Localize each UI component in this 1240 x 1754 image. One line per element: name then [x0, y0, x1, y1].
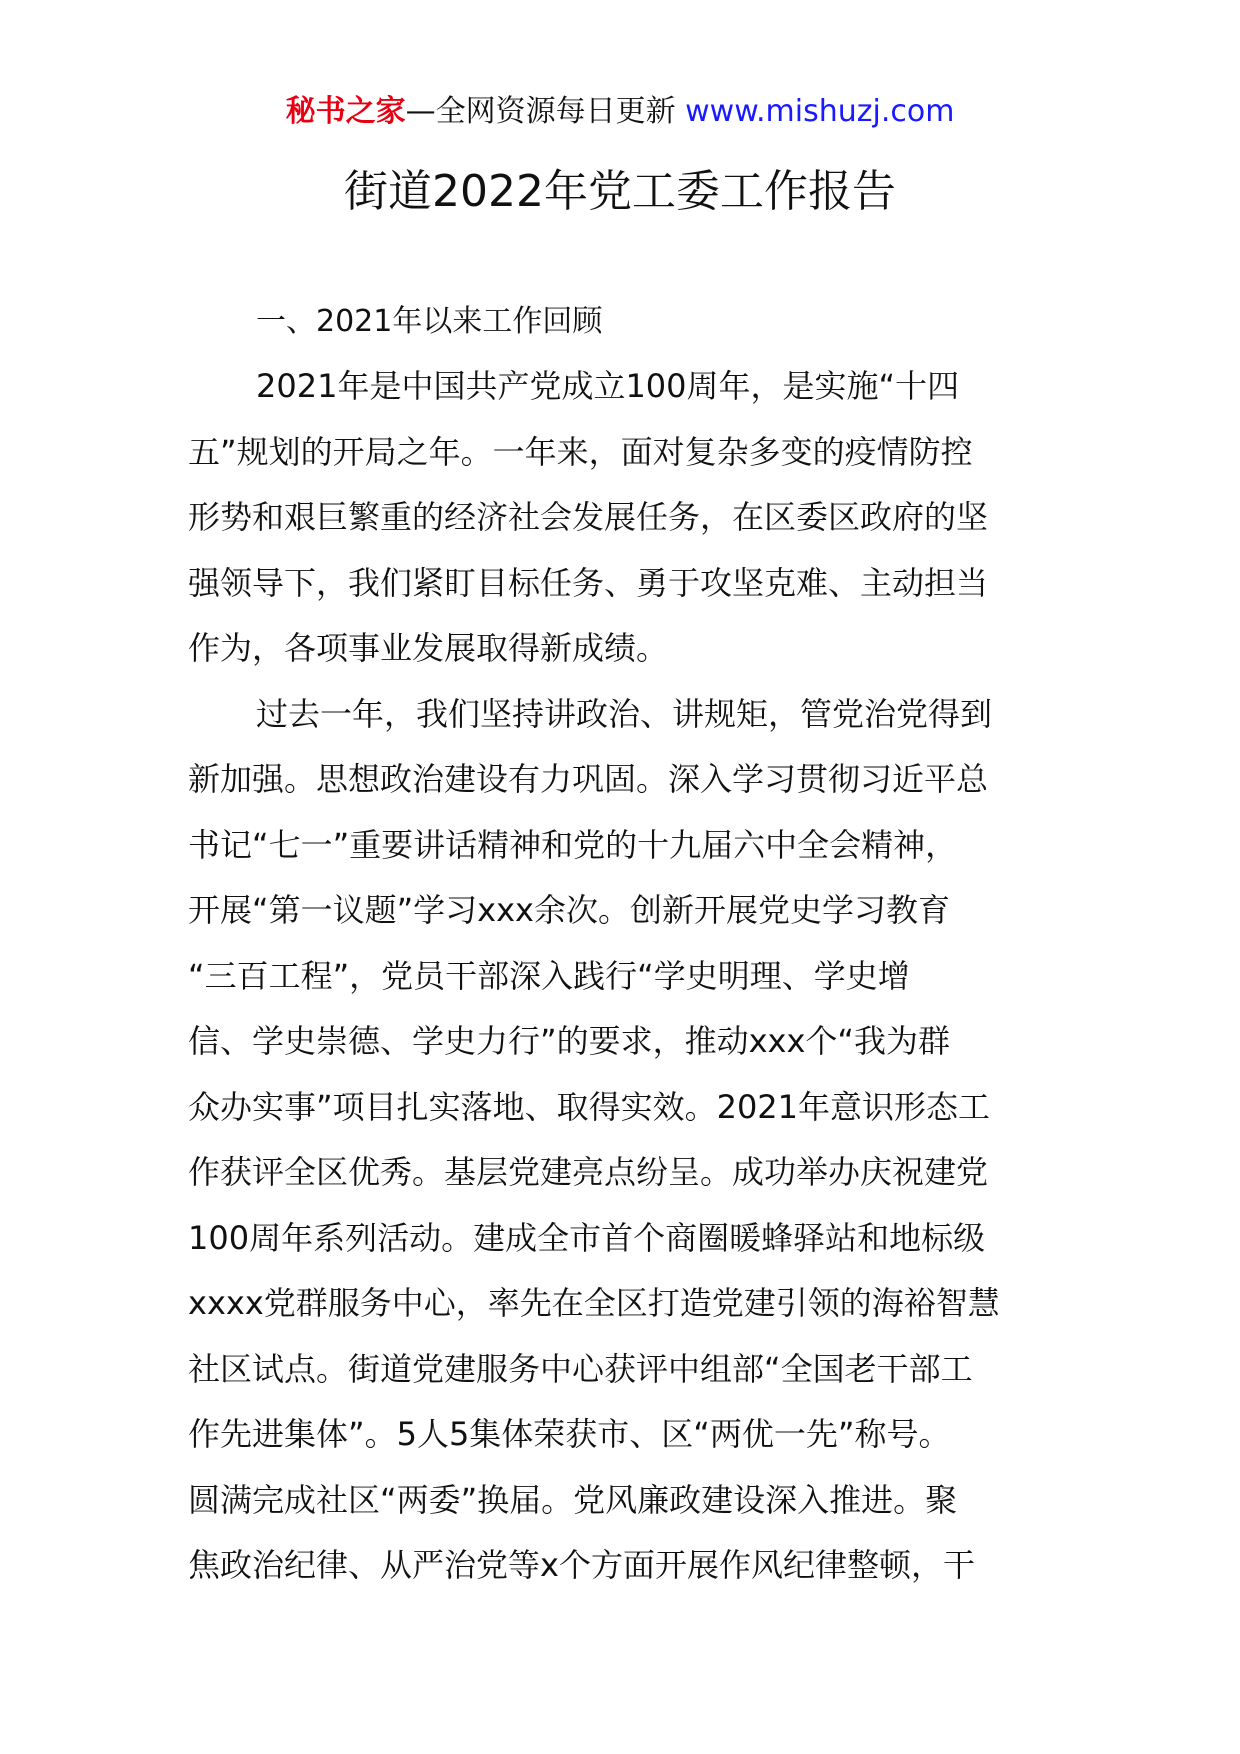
text-line: 新加强。思想政治建设有力巩固。深入学习贯彻习近平总	[188, 760, 989, 798]
document-body	[188, 290, 1058, 1599]
banner-slogan: —全网资源每日更新	[405, 94, 676, 129]
text-line: 开展“第一议题”学习xxx余次。创新开展党史学习教育	[188, 891, 950, 929]
text-line: 书记“七一”重要讲话精神和党的十九届六中全会精神，	[188, 825, 958, 864]
text-line: 强领导下，我们紧盯目标任务、勇于攻坚克难、主动担当	[188, 563, 989, 602]
text-line: 100周年系列活动。建成全市首个商圈暖蜂驿站和地标级	[188, 1218, 986, 1257]
text-line: xxxx党群服务中心，率先在全区打造党建引领的海裕智慧	[188, 1284, 1000, 1322]
text-line: 圆满完成社区“两委”换届。党风廉政建设深入推进。聚	[188, 1480, 958, 1519]
site-url-link[interactable]: www.mishuzj.com	[685, 94, 955, 129]
text-line: 作获评全区优秀。基层党建亮点纷呈。成功举办庆祝建党	[188, 1153, 989, 1191]
text-line: 过去一年，我们坚持讲政治、讲规矩，管党治党得到	[256, 694, 993, 733]
text-line: 五”规划的开局之年。一年来，面对复杂多变的疫情防控	[188, 432, 973, 471]
text-line: 作先进集体”。5人5集体荣获市、区“两优一先”称号。	[188, 1415, 951, 1453]
text-line: 作为，各项事业发展取得新成绩。	[188, 629, 669, 667]
paragraph-1	[188, 354, 1058, 682]
text-line: 2021年是中国共产党成立100周年，是实施“十四	[256, 367, 960, 405]
text-line: 信、学史崇德、学史力行”的要求，推动xxx个“我为群	[188, 1022, 950, 1060]
text-line: 众办实事”项目扎实落地、取得实效。2021年意识形态工	[188, 1087, 991, 1126]
text-line: 焦政治纪律、从严治党等x个方面开展作风纪律整顿，干	[188, 1546, 975, 1584]
paragraph-2	[188, 682, 1058, 1599]
text-line: 社区试点。街道党建服务中心获评中组部“全国老干部工	[188, 1349, 973, 1388]
site-banner	[0, 92, 1240, 132]
brand-name: 秘书之家	[285, 94, 406, 129]
document-title: 街道2022年党工委工作报告	[344, 166, 896, 217]
text-line: 形势和艰巨繁重的经济社会发展任务，在区委区政府的坚	[188, 498, 989, 536]
section-heading: 一、2021年以来工作回顾	[256, 304, 603, 339]
text-line: “三百工程”，党员干部深入践行“学史明理、学史增	[188, 956, 910, 995]
